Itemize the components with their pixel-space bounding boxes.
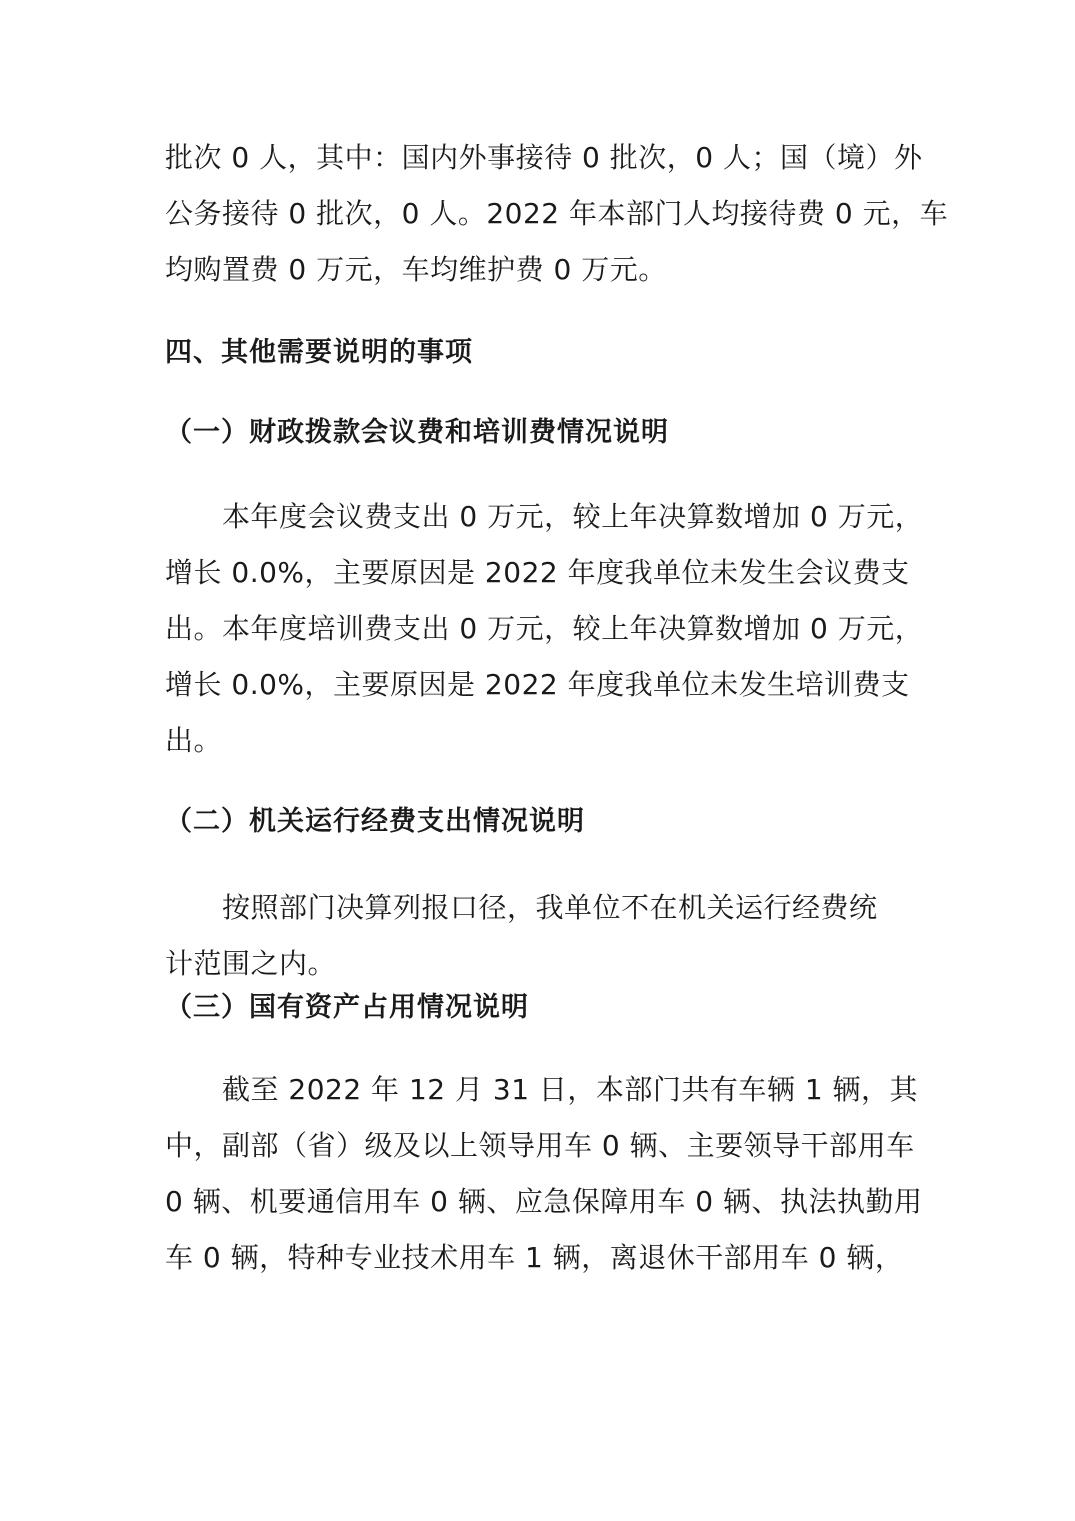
sub-1-line-3: 出。本年度培训费支出 0 万元，较上年决算数增加 0 万元， (165, 612, 924, 645)
sub-2-title: （二）机关运行经费支出情况说明 (165, 806, 585, 837)
sub-3-title: （三）国有资产占用情况说明 (165, 992, 529, 1023)
sub-1-title: （一）财政拨款会议费和培训费情况说明 (165, 417, 669, 448)
sub-3-line-1: 截至 2022 年 12 月 31 日，本部门共有车辆 1 辆，其 (222, 1073, 919, 1106)
intro-line-3: 均购置费 0 万元，车均维护费 0 万元。 (165, 253, 667, 286)
intro-line-2: 公务接待 0 批次，0 人。2022 年本部门人均接待费 0 元，车 (165, 197, 949, 230)
intro-line-1: 批次 0 人，其中：国内外事接待 0 批次，0 人；国（境）外 (165, 141, 923, 174)
sub-2-line-1: 按照部门决算列报口径，我单位不在机关运行经费统 (222, 891, 878, 924)
sub-3-line-3: 0 辆、机要通信用车 0 辆、应急保障用车 0 辆、执法执勤用 (165, 1185, 923, 1218)
sub-3-line-2: 中，副部（省）级及以上领导用车 0 辆、主要领导干部用车 (165, 1129, 915, 1162)
sub-2-line-2: 计范围之内。 (165, 947, 337, 980)
sub-1-line-1: 本年度会议费支出 0 万元，较上年决算数增加 0 万元， (222, 500, 924, 533)
sub-1-line-5: 出。 (165, 724, 223, 757)
section-4-title: 四、其他需要说明的事项 (165, 337, 473, 368)
sub-1-line-2: 增长 0.0%，主要原因是 2022 年度我单位未发生会议费支 (165, 556, 910, 589)
sub-1-line-4: 增长 0.0%，主要原因是 2022 年度我单位未发生培训费支 (165, 668, 910, 701)
sub-3-line-4: 车 0 辆，特种专业技术用车 1 辆，离退休干部用车 0 辆， (165, 1241, 904, 1274)
